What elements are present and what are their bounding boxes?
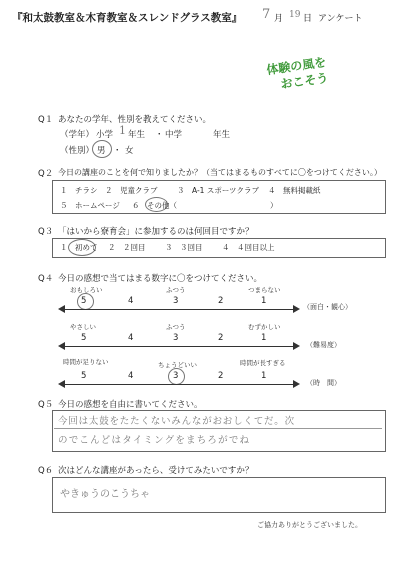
scale2-right-label: むずかしい — [248, 323, 281, 331]
scale2-option-1[interactable]: 1 — [261, 333, 267, 343]
scale2-option-4[interactable]: 4 — [128, 333, 134, 343]
scale3-option-1[interactable]: 1 — [261, 371, 267, 381]
scale2-arrow-right — [293, 342, 300, 350]
q1-separator-2: ・ — [113, 146, 122, 156]
q1-female[interactable]: 女 — [125, 146, 134, 156]
q5-rule — [54, 428, 382, 429]
q6-label: Q６ — [38, 466, 54, 476]
scale3-mid-label: ちょうどいい — [158, 361, 197, 369]
q1-grade-suffix: 年生 — [128, 130, 146, 140]
q1-label: Q１ — [38, 115, 54, 125]
form-label: アンケート — [318, 14, 363, 24]
month-value: 7 — [262, 7, 271, 22]
scale1-option-4[interactable]: 4 — [128, 296, 134, 306]
scale2-line — [63, 346, 296, 347]
q1-junior-suffix: 年生 — [213, 130, 231, 140]
scale1-arrow-right — [293, 305, 300, 313]
scale3-option-3[interactable]: 3 — [173, 371, 179, 381]
scale3-arrow-right — [293, 380, 300, 388]
q2-option-3[interactable]: ３ A-1 スポーツクラブ — [177, 186, 259, 195]
q3-option-1[interactable]: １ 初めて — [60, 243, 98, 252]
event-slogan-logo — [250, 52, 347, 104]
q6-text: 次はどんな講座があったら、受けてみたいですか？ — [58, 466, 254, 476]
scale2-option-3[interactable]: 3 — [173, 333, 179, 343]
thanks-note: ご協力ありがとうございました。 — [257, 521, 362, 529]
scale3-option-4[interactable]: 4 — [128, 371, 134, 381]
scale2-left-label: やさしい — [70, 323, 96, 331]
q3-option-2[interactable]: ２ ２回目 — [108, 243, 146, 252]
q3-text: 「はいから寮育会」に参加するのは何回目ですか？ — [58, 227, 254, 237]
q5-text: 今日の感想を自由に書いてください。 — [58, 400, 203, 410]
scale1-option-1[interactable]: 1 — [261, 296, 267, 306]
q2-option-6[interactable]: ６ その他（ — [132, 201, 177, 210]
scale3-left-label: 時間が足りない — [63, 358, 109, 366]
page-title: 『和太鼓教室＆木育教室＆スレンドグラス教室』 — [12, 12, 243, 24]
slogan-line-1: 体験の風を — [265, 55, 328, 78]
q6-answer: やきゅうのこうちゃ — [60, 489, 150, 500]
scale2-category: （難易度） — [306, 341, 341, 349]
q2-option-2[interactable]: ２ 児童クラブ — [105, 186, 158, 195]
q2-text: 今日の講座のことを何で知りましたか？（当てはまるものすべてに〇をつけてください。） — [58, 168, 382, 177]
q3-option-3[interactable]: ３ ３回目 — [165, 243, 203, 252]
q1-text: あなたの学年、性別を教えてください。 — [58, 115, 212, 125]
q1-elementary: 小学 — [96, 130, 114, 140]
scale2-option-5[interactable]: 5 — [81, 333, 87, 343]
q1-male[interactable]: 男 — [97, 146, 106, 156]
slogan-line-2: おこそう — [279, 70, 330, 92]
scale2-option-2[interactable]: 2 — [218, 333, 224, 343]
q2-option-5[interactable]: ５ ホームページ — [60, 201, 120, 210]
q5-answer-line-2: のでこんどはタイミングをまちろがでね — [58, 435, 251, 446]
scale1-left-label: おもしろい — [70, 286, 103, 294]
q1-junior: 中学 — [165, 130, 183, 140]
q1-separator: ・ — [155, 130, 164, 140]
q2-option-1[interactable]: １ チラシ — [60, 186, 98, 195]
scale1-line — [63, 309, 296, 310]
q5-label: Q５ — [38, 400, 54, 410]
scale3-line — [63, 384, 296, 385]
q3-option-4[interactable]: ４ ４回目以上 — [222, 243, 275, 252]
q3-label: Q３ — [38, 227, 54, 237]
q3-options-box — [52, 238, 386, 258]
q4-label: Q４ — [38, 274, 54, 284]
q5-answer-line-1: 今回は太鼓をたたくないみんながおおしくてだ。次 — [58, 416, 295, 427]
scale1-mid-label: ふつう — [166, 286, 186, 294]
q1-gender-label: （性別） — [60, 146, 95, 156]
day-label: 日 — [303, 14, 313, 24]
scale1-option-5[interactable]: 5 — [81, 296, 87, 306]
q2-option-4[interactable]: ４ 無料掲載紙 — [268, 186, 321, 195]
q2-label: Q２ — [38, 169, 54, 179]
q1-grade-label: （学年） — [60, 130, 95, 140]
scale1-right-label: つまらない — [248, 286, 281, 294]
day-value: 19 — [289, 10, 301, 20]
q2-option-6-close: ） — [270, 201, 278, 210]
month-label: 月 — [274, 14, 284, 24]
scale1-option-3[interactable]: 3 — [173, 296, 179, 306]
scale2-mid-label: ふつう — [166, 323, 186, 331]
scale3-category: （時 間） — [306, 379, 341, 387]
q4-text: 今日の感想で当てはまる数字に〇をつけてください。 — [58, 274, 263, 284]
scale1-category: （面白・観心） — [303, 303, 352, 311]
scale3-option-5[interactable]: 5 — [81, 371, 87, 381]
q1-grade-value: 1 — [119, 124, 126, 137]
scale3-right-label: 時間が長すぎる — [240, 359, 286, 367]
scale1-option-2[interactable]: 2 — [218, 296, 224, 306]
scale3-option-2[interactable]: 2 — [218, 371, 224, 381]
